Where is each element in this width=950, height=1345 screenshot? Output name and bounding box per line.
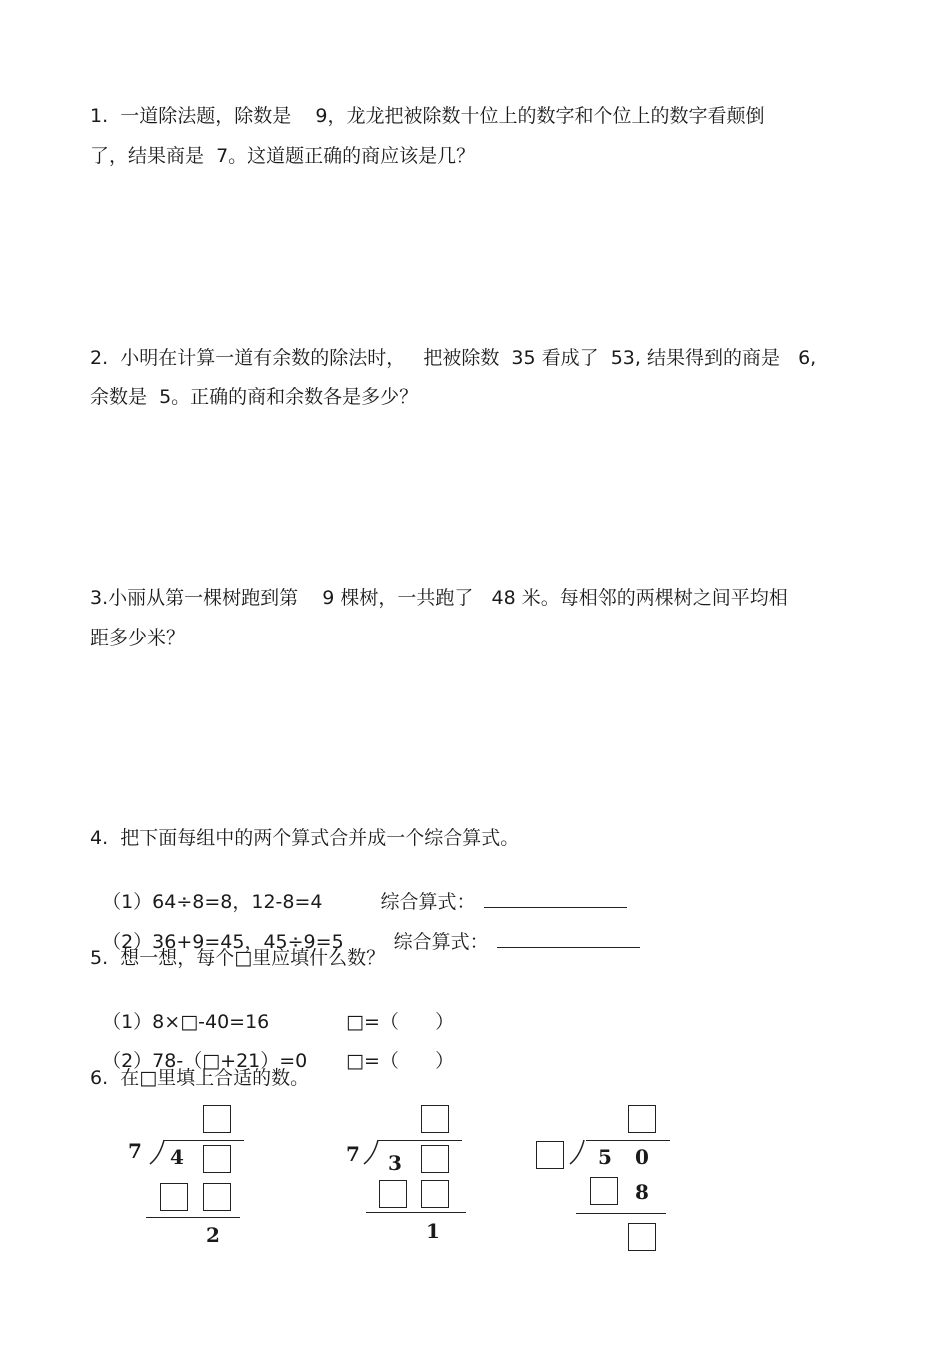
division-1-bottom-line [146,1217,240,1218]
question-1-line-2: 了，结果商是 7。这道题正确的商应该是几？ [90,145,476,167]
question-5-item-1-answer[interactable]: □=（ ） [346,1011,455,1033]
question-4-item-2-label: 综合算式： [393,931,489,953]
division-1-quotient-box[interactable] [203,1105,231,1133]
division-3-product-tens-box[interactable] [590,1177,618,1205]
division-3-top-line [586,1140,670,1141]
question-4-item-2-expression: （2）36+9=45，45÷9=5 [102,931,344,953]
division-3-bottom-line [576,1213,666,1214]
question-5-item-2-expression: （2）78-（□+21）=0 [102,1050,308,1072]
question-4-item-1-label: 综合算式： [380,891,476,913]
division-3-divisor-box[interactable] [536,1141,564,1169]
division-1-dividend-tens: 4 [170,1145,184,1169]
question-6-title: 6. 在□里填上合适的数。 [90,1067,310,1089]
question-3-line-2: 距多少米？ [90,627,186,649]
division-3-dividend-tens: 5 [598,1145,612,1169]
division-1-divisor: 7 [128,1139,142,1163]
division-2-remainder: 1 [426,1219,440,1243]
division-2-product-tens-box[interactable] [379,1180,407,1208]
question-4-item-2-answer-blank[interactable] [497,929,640,948]
division-2-divisor: 7 [346,1142,360,1166]
division-3-quotient-box[interactable] [628,1105,656,1133]
division-2-product-ones-box[interactable] [421,1180,449,1208]
division-2-dividend-tens: 3 [388,1151,402,1175]
division-2-dividend-ones-box[interactable] [421,1145,449,1173]
question-4-title: 4. 把下面每组中的两个算式合并成一个综合算式。 [90,827,520,849]
division-3-remainder-box[interactable] [628,1223,656,1251]
division-1-bracket [150,1140,170,1166]
division-2-bottom-line [366,1212,466,1213]
division-1-dividend-ones-box[interactable] [203,1145,231,1173]
division-3-product-ones: 8 [635,1180,649,1204]
question-5-item-1-expression: （1）8×□-40=16 [102,1011,270,1033]
division-2-quotient-box[interactable] [421,1105,449,1133]
division-1-remainder: 2 [206,1223,220,1247]
division-2-top-line [378,1140,462,1141]
question-2-line-2: 余数是 5。正确的商和余数各是多少？ [90,386,419,408]
question-2-line-1: 2. 小明在计算一道有余数的除法时， 把被除数 35 看成了 53, 结果得到的商是 6, [90,347,817,369]
division-3-bracket [570,1140,590,1166]
question-4-item-1-expression: （1）64÷8=8，12-8=4 [102,891,323,913]
division-1-product-ones-box[interactable] [203,1183,231,1211]
question-1-line-1: 1. 一道除法题，除数是 9，龙龙把被除数十位上的数字和个位上的数字看颠倒 [90,105,765,127]
division-2-bracket [364,1140,384,1166]
question-5-title: 5. 想一想，每个□里应填什么数？ [90,947,386,969]
division-1-product-tens-box[interactable] [160,1183,188,1211]
division-1-top-line [164,1140,244,1141]
question-3-line-1: 3.小丽从第一棵树跑到第 9 棵树，一共跑了 48 米。每相邻的两棵树之间平均相 [90,587,788,609]
division-3-dividend-ones: 0 [635,1145,649,1169]
question-5-item-2-answer[interactable]: □=（ ） [346,1050,455,1072]
